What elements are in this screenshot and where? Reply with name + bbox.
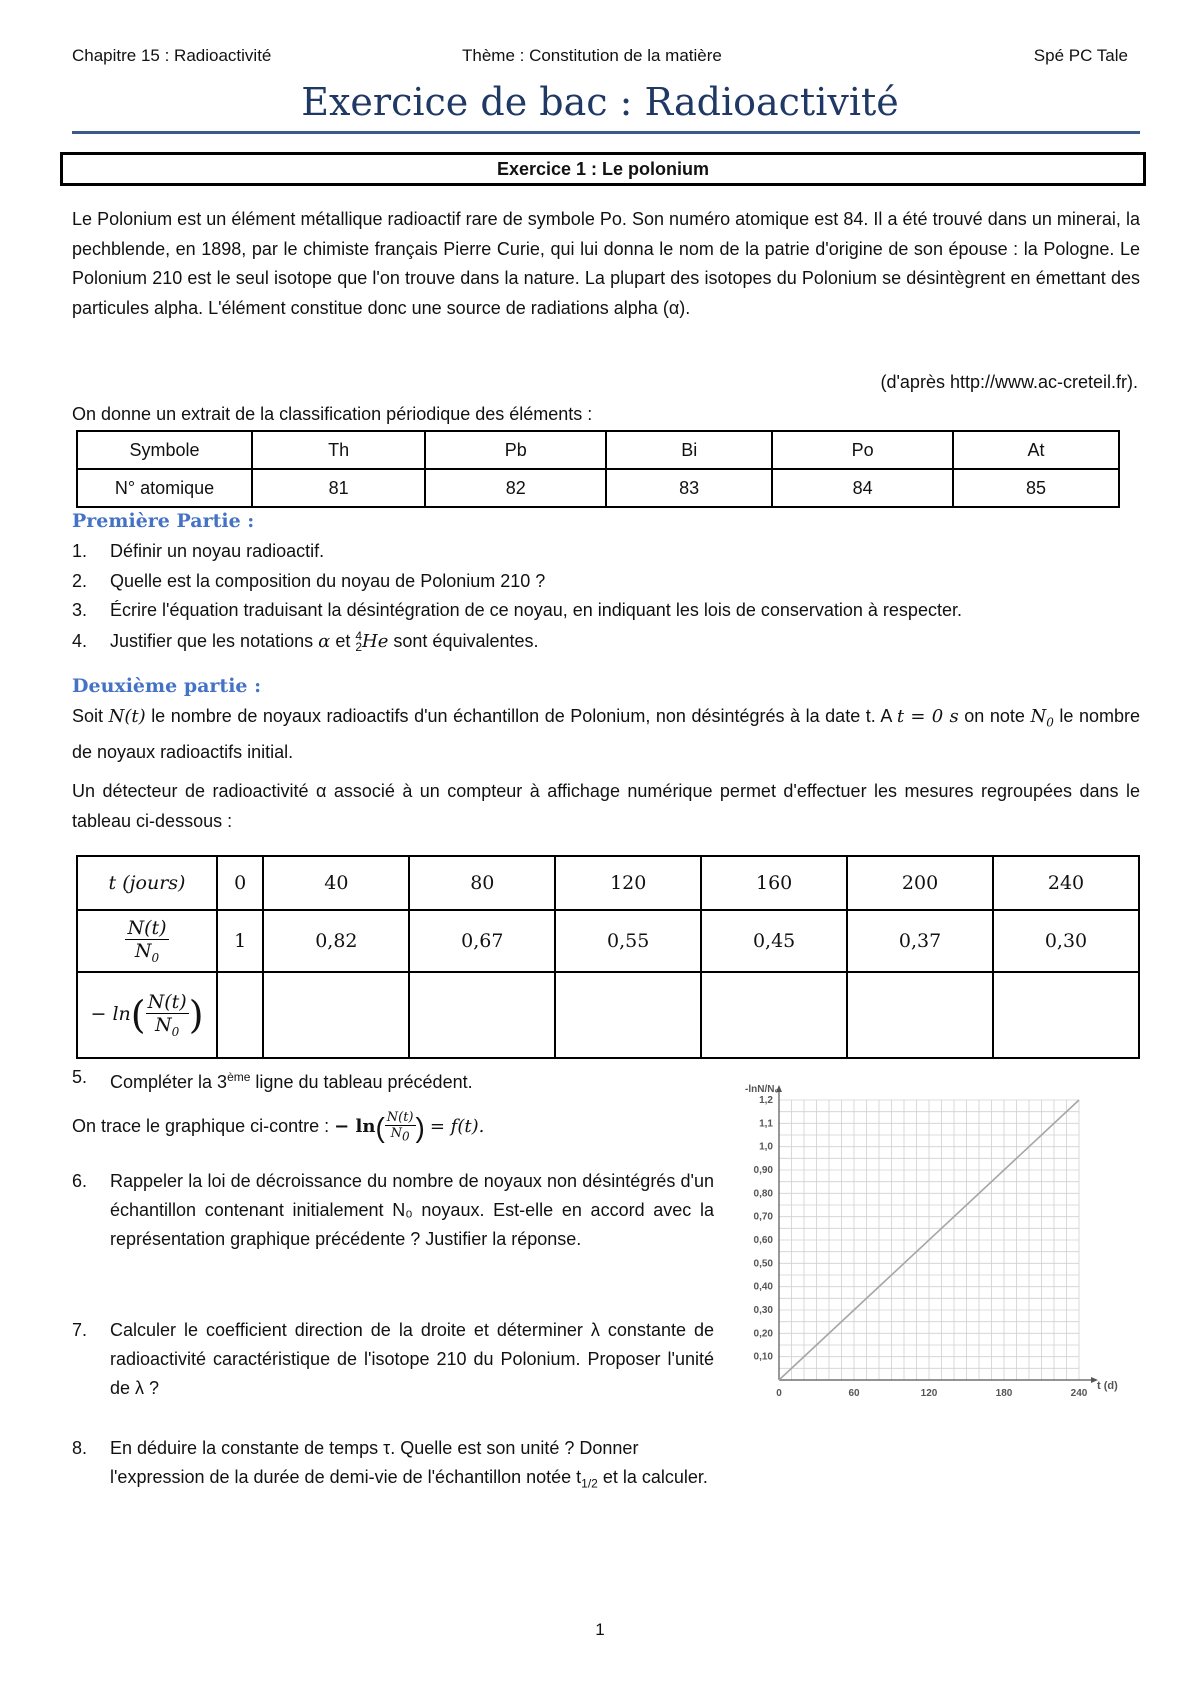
ln-fraction [146,991,189,1039]
table-cell: 0,45 [701,910,847,972]
trace-fraction [385,1110,416,1145]
table-row [77,469,1119,507]
table-row [77,856,1139,910]
table-cell: 0,55 [555,910,701,972]
n0-letter: N [1030,706,1047,727]
helium-symbol: He [362,631,389,652]
table-cell-header: t (jours) [77,856,217,910]
t0-expression: t = 0 s [896,706,959,727]
periodic-intro: On donne un extrait de la classification périodique des éléments : [72,404,593,424]
x-tick-label: 240 [1070,1388,1088,1399]
table-cell: Po [772,431,953,469]
table-cell: 160 [701,856,847,910]
y-tick-label: 1,1 [759,1118,773,1130]
table-cell: 240 [993,856,1139,910]
y-tick-label: 1,2 [759,1095,773,1106]
q4-text-b: sont équivalentes. [393,631,539,651]
y-tick-label: 0,90 [753,1165,773,1176]
decay-graph [735,1082,1135,1427]
empty-cell[interactable] [409,972,555,1058]
question-4 [72,627,1140,656]
table-cell: 80 [409,856,555,910]
table-cell: 40 [263,856,409,910]
question-number: 8. [72,1438,88,1458]
ln-prefix: − ln [90,1003,131,1025]
trace-text: On trace le graphique ci-contre : [72,1116,330,1137]
question-number: 5. [72,1067,88,1087]
y-tick-label: 0,10 [753,1351,773,1363]
question-text: Écrire l'équation traduisant la désintégration de ce noyau, en indiquant les lois de conservation à respecter. [110,600,962,620]
ratio-fraction [125,917,168,965]
denominator-subscript: 0 [151,950,160,965]
fraction-numerator: N(t) [127,917,167,940]
table-row [77,431,1119,469]
x-tick-label: 120 [920,1388,938,1399]
x-axis-label: t (d) [1097,1380,1118,1392]
fraction-numerator: N(t) [386,1110,414,1125]
question-number: 7. [72,1320,88,1340]
x-tick-label: 0 [776,1388,782,1399]
nt-symbol: N(t) [108,706,146,727]
denominator-letter: N [155,1014,172,1037]
y-tick-label: 1,0 [759,1141,773,1153]
empty-cell[interactable] [263,972,409,1058]
q8-text-c: et la calculer. [602,1467,708,1487]
y-tick-label: 0,50 [753,1258,773,1270]
paren-right: ) [415,1111,425,1143]
periodic-table [76,430,1120,508]
trace-ln: − ln [334,1116,376,1138]
y-tick-label: 0,30 [753,1305,773,1316]
paren-left: ( [375,1111,385,1143]
question-number: 6. [72,1171,88,1191]
q4-and: et [335,631,351,651]
fraction-numerator: N(t) [147,991,187,1014]
denominator-letter: N [134,940,152,963]
source-citation: (d'après http://www.ac-creteil.fr). [880,372,1138,392]
table-cell: 84 [772,469,953,507]
denominator-subscript: 0 [402,1129,410,1144]
fraction-denominator [125,940,168,965]
p1-text-b: le nombre de noyaux radioactifs d'un échantillon de Polonium, non désintégrés à la date t. A [151,706,892,726]
question-text [110,627,1140,656]
part1-heading: Première Partie : [72,510,255,532]
y-tick-label: 0,80 [753,1188,773,1200]
empty-cell[interactable] [847,972,993,1058]
table-cell: 0,37 [847,910,993,972]
empty-cell[interactable] [993,972,1139,1058]
question-text: Définir un noyau radioactif. [110,541,325,561]
header-level: Spé PC Tale [1033,46,1128,65]
x-tick-label: 180 [995,1388,1013,1399]
table-cell: 200 [847,856,993,910]
question-text: Rappeler la loi de décroissance du nombre de noyaux non désintégrés d'un échantillon contenant initialement N₀ noyaux. Est-elle en accord avec la représentation graphique précédente ? Justifier la réponse. [110,1171,714,1249]
p1-text-d: le nombre de noyaux radioactifs initial. [72,706,1140,763]
table-cell: Pb [425,431,606,469]
table-cell: Bi [606,431,772,469]
table-cell: Symbole [77,431,252,469]
x-tick-label: 60 [848,1388,860,1399]
n0-symbol [1030,706,1054,730]
q5-superscript: ème [227,1070,251,1084]
table-row [77,910,1139,972]
table-cell: 82 [425,469,606,507]
table-cell-header [77,972,217,1058]
y-tick-label: 0,60 [753,1235,773,1246]
intro-paragraph: Le Polonium est un élément métallique radioactif rare de symbole Po. Son numéro atomique est 84. Il a été trouvé dans un minerai, la pechblende, en 1898, par le chimiste français Pierre Curie, qui lui donna le nom de la patrie d'origine de son épouse : la Pologne. Le Polonium 210 est le seul isotope que l'on trouve dans la nature. La plupart des isotopes du Polonium se désintègrent en émettant des particules alpha. L'élément constitue donc une source de radiations alpha (α). [72,209,1140,318]
fraction-denominator [146,1014,189,1039]
question-number: 4. [72,631,88,651]
paren-left: ( [130,993,146,1037]
table-cell: 120 [555,856,701,910]
page-title: Exercice de bac : Radioactivité [301,80,899,124]
table-cell: 85 [953,469,1119,507]
question-5 [72,1063,692,1097]
question-8 [72,1434,1140,1499]
header-theme: Thème : Constitution de la matière [462,46,722,65]
atomic-number: 2 [355,640,363,655]
p1-text-c: on note [964,706,1025,726]
header-chapter: Chapitre 15 : Radioactivité [72,46,272,65]
empty-cell[interactable] [217,972,263,1058]
q5-text-b: ligne du tableau précédent. [255,1072,473,1092]
table-cell: 81 [252,469,425,507]
table-cell: Th [252,431,425,469]
question-number: 2. [72,571,88,591]
trace-equals: = f(t). [429,1116,485,1138]
question-6 [72,1167,714,1254]
table-cell: 83 [606,469,772,507]
table-cell: 0,67 [409,910,555,972]
mass-number: 4 [355,629,363,644]
denominator-letter: N [390,1126,402,1141]
table-cell: N° atomique [77,469,252,507]
question-number: 3. [72,600,88,620]
page-number: 1 [595,1620,605,1639]
fraction-denominator [385,1126,416,1145]
empty-cell[interactable] [701,972,847,1058]
q8-text-b: l'expression de la durée de demi-vie de l'échantillon notée t [110,1467,582,1487]
question-number: 1. [72,541,88,561]
table-cell: 0,30 [993,910,1139,972]
q8-text-a: En déduire la constante de temps τ. Quelle est son unité ? Donner [110,1438,639,1458]
q8-subscript: 1/2 [581,1476,598,1491]
empty-cell[interactable] [555,972,701,1058]
paren-right: ) [188,993,204,1037]
table-cell-header [77,910,217,972]
table-row [77,972,1139,1058]
question-2 [72,567,1140,596]
question-text: Quelle est la composition du noyau de Polonium 210 ? [110,571,546,591]
table-cell: 0 [217,856,263,910]
question-1 [72,537,1140,566]
table-cell: 0,82 [263,910,409,972]
table-cell: 1 [217,910,263,972]
p1-text-a: Soit [72,706,104,726]
part2-paragraph-1 [72,702,1140,768]
denominator-subscript: 0 [171,1024,180,1039]
y-tick-label: 0,40 [753,1281,773,1293]
y-tick-label: 0,20 [753,1328,773,1340]
q4-text-a: Justifier que les notations [110,631,314,651]
question-3 [72,596,1140,625]
n0-subscript: 0 [1046,715,1054,730]
question-7 [72,1316,714,1403]
measurement-table [76,855,1140,1059]
exercise-title-box: Exercice 1 : Le polonium [60,152,1146,186]
question-text [110,1434,1140,1499]
part2-paragraph-2: Un détecteur de radioactivité α associé à un compteur à affichage numérique permet d'effectuer les mesures regroupées dans le tableau ci-dessous : [72,781,1140,831]
question-text [110,1063,692,1097]
graph-intro [72,1110,692,1145]
part2-heading: Deuxième partie : [72,675,262,697]
question-text: Calculer le coefficient direction de la droite et déterminer λ constante de radioactivité caractéristique de l'isotope 210 du Polonium. Proposer l'unité de λ ? [110,1320,714,1398]
title-divider [72,131,1140,134]
y-axis-label: -lnN/N₀ [745,1084,779,1095]
q5-text-a: Compléter la 3 [110,1072,228,1092]
alpha-symbol: α [318,631,331,652]
page-header [72,46,1128,70]
table-cell: At [953,431,1119,469]
y-tick-label: 0,70 [753,1211,773,1223]
